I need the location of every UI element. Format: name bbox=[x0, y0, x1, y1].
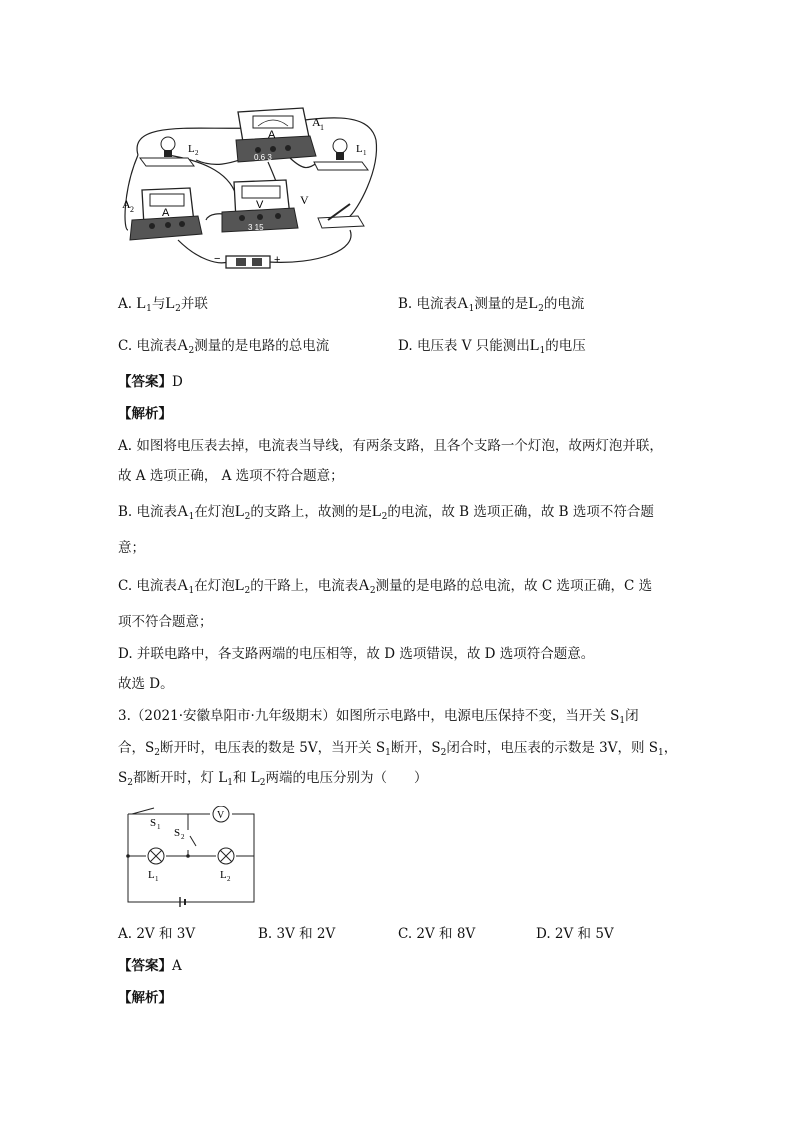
subscript: 2 bbox=[369, 586, 376, 596]
q3-option-b: B. 3V 和 2V bbox=[258, 926, 336, 942]
subscript: 1 bbox=[385, 748, 391, 758]
subscript: 2 bbox=[188, 346, 195, 356]
subscript: 2 bbox=[381, 512, 388, 522]
subscript: 2 bbox=[259, 778, 266, 788]
text: 的电流，故 B 选项正确，故 B 选项不符合题 bbox=[387, 504, 654, 520]
analysis-label: 【解析】 bbox=[118, 406, 172, 422]
text: 电流表 bbox=[136, 338, 177, 354]
symbol: L bbox=[234, 503, 245, 520]
label-s1-sub: 1 bbox=[157, 823, 161, 831]
text: ， bbox=[663, 740, 678, 756]
lamp-l2-symbol bbox=[218, 848, 234, 864]
label-a2: A bbox=[122, 197, 131, 211]
symbol: A bbox=[176, 577, 189, 594]
text: B. 电流表 bbox=[118, 504, 178, 520]
analysis-a-line1: A. 如图将电压表去掉，电流表当导线，有两条支路，且各个支路一个灯泡，故两灯泡并联， bbox=[118, 438, 663, 454]
label-a1: A bbox=[312, 115, 321, 129]
label-l2-sub: 2 bbox=[227, 875, 231, 883]
label-l2: L bbox=[220, 869, 227, 881]
label-v: V bbox=[300, 193, 309, 207]
symbol: A bbox=[457, 295, 469, 312]
analysis-a-line2: 故 A 选项正确， A 选项不符合题意； bbox=[118, 468, 344, 484]
answer-line bbox=[118, 372, 183, 392]
text: 的电流 bbox=[543, 296, 585, 312]
symbol: L bbox=[136, 295, 147, 312]
wire bbox=[290, 158, 318, 168]
text: 在灯泡 bbox=[194, 578, 235, 594]
q3-option-c: C. 2V 和 8V bbox=[398, 926, 476, 942]
text: 断开时，电压表的数是 5V，当开关 S bbox=[159, 740, 386, 756]
label-l1-sub: 1 bbox=[155, 875, 159, 883]
subscript: 2 bbox=[175, 304, 181, 314]
wire bbox=[125, 155, 138, 230]
text: C. 电流表 bbox=[118, 578, 177, 594]
option-key: C. bbox=[118, 338, 133, 354]
analysis-conclusion: 故选 D。 bbox=[118, 676, 174, 692]
symbol: L bbox=[165, 295, 176, 312]
subscript: 1 bbox=[146, 304, 152, 314]
text: 与 bbox=[151, 296, 166, 312]
text: 的支路上，故测的是 bbox=[250, 504, 372, 520]
option-key: B. bbox=[398, 296, 413, 312]
battery-plus: + bbox=[274, 254, 281, 266]
label-a1-sub: 1 bbox=[320, 123, 324, 132]
symbol: A bbox=[177, 503, 189, 520]
text: 3.（2021·安徽阜阳市·九年级期末）如图所示电路中，电源电压保持不变，当开关 S bbox=[118, 708, 620, 724]
label-s1: S bbox=[150, 817, 157, 829]
subscript: 1 bbox=[619, 716, 626, 726]
meter-a2-letter: A bbox=[162, 207, 170, 219]
text: 合，S bbox=[118, 740, 155, 756]
circuit-figure-1 bbox=[118, 100, 380, 276]
text: 的干路上，电流表 bbox=[250, 578, 359, 594]
symbol: A bbox=[176, 337, 189, 354]
meter-v-letter: V bbox=[256, 199, 264, 211]
answer-label: 【答案】 bbox=[118, 958, 172, 974]
symbol: L bbox=[234, 577, 245, 594]
text: 断开，S bbox=[390, 740, 441, 756]
voltmeter-letter: V bbox=[217, 810, 225, 821]
battery-minus: − bbox=[214, 253, 221, 265]
label-s2-sub: 2 bbox=[181, 833, 185, 841]
subscript: 2 bbox=[538, 304, 544, 314]
text: 闭 bbox=[625, 708, 639, 724]
symbol: L bbox=[371, 503, 382, 520]
option-c bbox=[118, 336, 329, 356]
text: 的电压 bbox=[545, 338, 586, 354]
lamp-l2 bbox=[140, 137, 194, 166]
text: 测量的是电路的总电流，故 C 选项正确，C 选 bbox=[375, 578, 653, 594]
symbol: L bbox=[528, 295, 539, 312]
answer-label: 【答案】 bbox=[118, 374, 172, 390]
label-l1: L bbox=[356, 143, 363, 155]
analysis-b-line1 bbox=[118, 502, 654, 522]
q3-stem-line1 bbox=[118, 706, 639, 726]
symbol: A bbox=[358, 577, 370, 594]
subscript: 2 bbox=[154, 748, 160, 758]
text: 闭合时，电压表的示数是 3V，则 S bbox=[446, 740, 659, 756]
meter-a1-letter: A bbox=[268, 129, 276, 141]
subscript: 2 bbox=[244, 512, 251, 522]
label-a2-sub: 2 bbox=[130, 205, 134, 214]
subscript: 1 bbox=[227, 778, 233, 788]
text: 和 L bbox=[232, 770, 260, 786]
text: 在灯泡 bbox=[194, 504, 235, 520]
subscript: 1 bbox=[658, 748, 664, 758]
option-a bbox=[118, 294, 208, 314]
subscript: 1 bbox=[539, 346, 546, 356]
label-l1: L bbox=[148, 869, 155, 881]
wire bbox=[128, 814, 254, 902]
option-b bbox=[398, 294, 584, 314]
analysis-b-line2: 意； bbox=[118, 540, 145, 556]
text: 测量的是 bbox=[474, 296, 529, 312]
subscript: 1 bbox=[188, 512, 195, 522]
option-key: D. bbox=[398, 338, 413, 354]
text: 并联 bbox=[180, 296, 208, 312]
label-l2: L bbox=[188, 143, 195, 155]
text: 两端的电压分别为（ ） bbox=[265, 770, 428, 786]
text: 电流表 bbox=[416, 296, 458, 312]
q3-answer-line bbox=[118, 956, 182, 976]
subscript: 2 bbox=[244, 586, 251, 596]
analysis-c-line1 bbox=[118, 576, 652, 596]
q3-stem-line3 bbox=[118, 768, 427, 788]
label-s2: S bbox=[174, 827, 181, 839]
analysis-d-line1: D. 并联电路中，各支路两端的电压相等，故 D 选项错误，故 D 选项符合题意。 bbox=[118, 646, 595, 662]
analysis-c-line2: 项不符合题意； bbox=[118, 614, 213, 630]
circuit-figure-2 bbox=[118, 806, 264, 910]
ammeter-a1 bbox=[236, 108, 316, 162]
text: 都断开时，灯 L bbox=[132, 770, 228, 786]
answer-value: D bbox=[172, 374, 183, 390]
subscript: 1 bbox=[468, 304, 475, 314]
option-d bbox=[398, 336, 586, 356]
subscript: 1 bbox=[188, 586, 195, 596]
subscript: 2 bbox=[127, 778, 133, 788]
q3-analysis-label: 【解析】 bbox=[118, 990, 172, 1006]
symbol: L bbox=[529, 337, 540, 354]
q3-stem-line2 bbox=[118, 738, 677, 758]
meter-v-scale: 3 15 bbox=[248, 223, 264, 232]
label-l1-sub: 1 bbox=[363, 149, 367, 157]
battery bbox=[226, 256, 270, 268]
text: 电压表 V 只能测出 bbox=[416, 338, 530, 354]
text: S bbox=[118, 770, 128, 786]
wire bbox=[178, 240, 228, 263]
switch-s1-blade bbox=[132, 808, 154, 814]
label-l2-sub: 2 bbox=[195, 149, 199, 157]
answer-value: A bbox=[172, 958, 182, 974]
option-key: A. bbox=[118, 296, 133, 312]
lamp-l1-symbol bbox=[148, 848, 164, 864]
wire bbox=[268, 230, 351, 262]
q3-option-a: A. 2V 和 3V bbox=[118, 926, 196, 942]
subscript: 2 bbox=[440, 748, 447, 758]
meter-a1-scale: 0.6 3 bbox=[254, 153, 272, 162]
q3-option-d: D. 2V 和 5V bbox=[536, 926, 614, 942]
text: 测量的是电路的总电流 bbox=[194, 338, 330, 354]
switch-s2-blade bbox=[190, 836, 196, 846]
